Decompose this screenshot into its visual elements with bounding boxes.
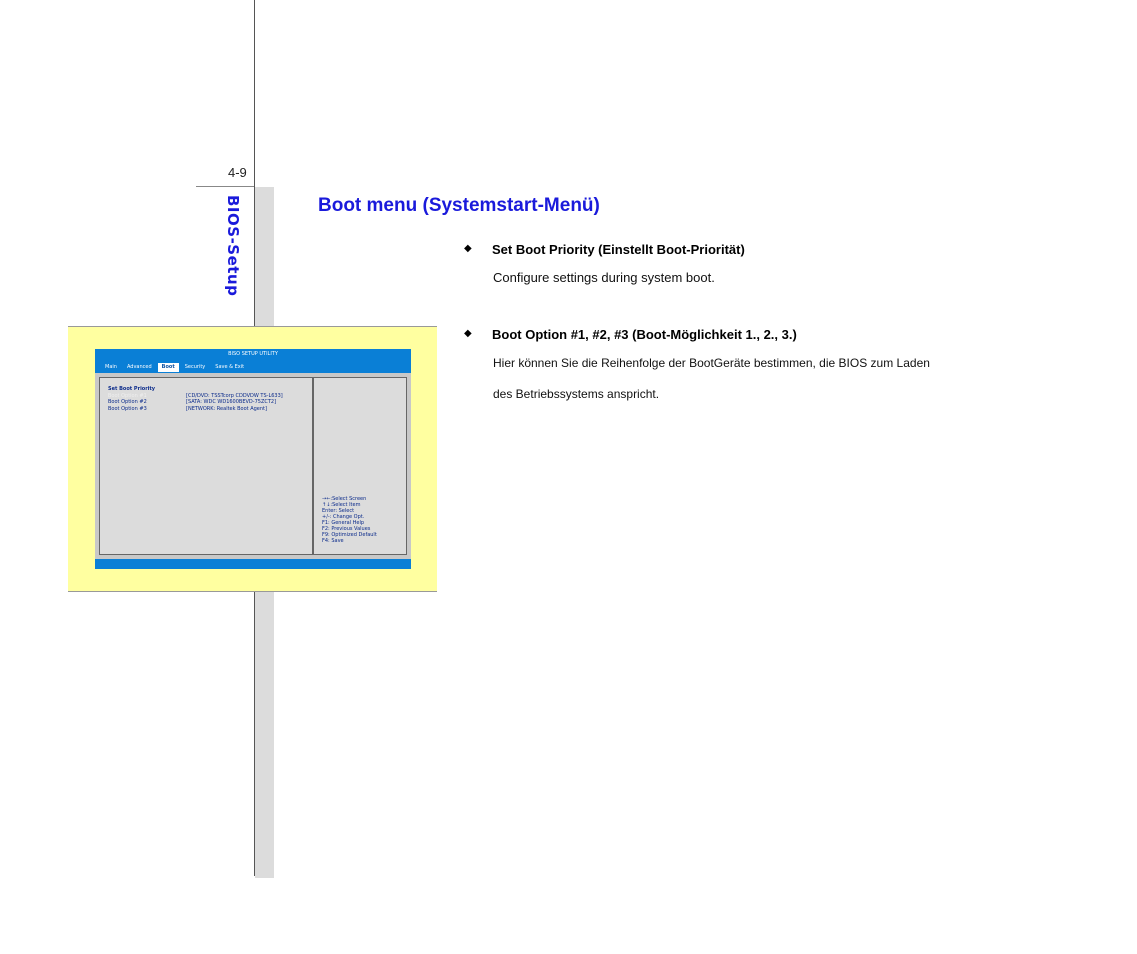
section-title-boot-priority: Set Boot Priority (Einstellt Boot-Priorität): [492, 242, 745, 257]
bios-help-keys: [322, 496, 377, 544]
section-text: des Betriebssystems anspricht.: [493, 387, 660, 401]
bios-settings-pane: [99, 377, 313, 555]
bullet-icon: ◆: [464, 243, 472, 254]
help-line: F2: Previous Values: [322, 526, 371, 532]
bios-tab-main[interactable]: Main: [105, 364, 117, 370]
bios-value-boot-option-2: [SATA: WDC WD1600BEVD-75ZCT2]: [186, 399, 277, 405]
bios-header: [95, 349, 411, 373]
bios-title: BISO SETUP UTILITY: [228, 351, 278, 357]
bios-item-set-boot-priority: Set Boot Priority: [108, 386, 156, 392]
bios-tab-save-exit[interactable]: Save & Exit: [215, 364, 245, 370]
bullet-icon: ◆: [464, 328, 472, 339]
bios-tab-advanced[interactable]: Advanced: [126, 364, 152, 370]
section-text: Configure settings during system boot.: [493, 270, 715, 285]
chapter-side-title: BIOS-Setup: [224, 195, 242, 297]
bios-footer: [95, 559, 411, 569]
bios-item-boot-option-3[interactable]: Boot Option #3: [108, 406, 147, 412]
page-number: 4-9: [228, 165, 247, 180]
bios-item-boot-option-2[interactable]: Boot Option #2: [108, 399, 147, 405]
section-title-boot-option: Boot Option #1, #2, #3 (Boot-Möglichkeit 1., 2., 3.): [492, 327, 797, 342]
bios-value-boot-option-3: [NETWORK: Realtek Boot Agent]: [186, 406, 267, 412]
bios-help-pane: [313, 377, 407, 555]
help-line: F4: Save: [322, 538, 344, 544]
bios-value-boot-option-1: [CD/DVD: TSSTcorp CDDVDW TS-L633]: [186, 393, 283, 399]
help-line: →←:Select Screen: [322, 496, 367, 502]
help-line: F9: Optimized Default: [322, 532, 377, 538]
help-line: +/-: Change Opt.: [322, 514, 365, 520]
bios-screenshot: [95, 349, 411, 569]
page-heading: Boot menu (Systemstart-Menü): [318, 195, 600, 216]
help-line: ↑↓:Select Item: [322, 502, 361, 508]
section-text: Hier können Sie die Reihenfolge der BootGeräte bestimmen, die BIOS zum Laden: [493, 356, 930, 370]
help-line: F1: General Help: [322, 520, 365, 526]
bios-tab-security[interactable]: Security: [184, 364, 206, 370]
page-number-rule: [196, 186, 254, 187]
bios-item-boot-option-1[interactable]: Boot Option #1: [108, 393, 147, 399]
bios-tab-boot[interactable]: Boot: [158, 363, 179, 372]
bios-tab-bar: [101, 363, 248, 372]
help-line: Enter: Select: [322, 508, 355, 514]
